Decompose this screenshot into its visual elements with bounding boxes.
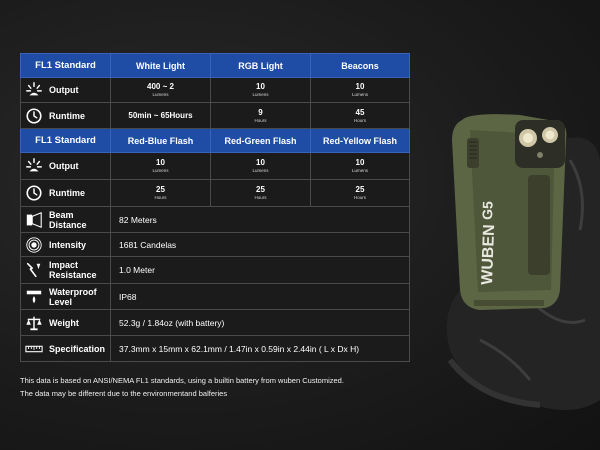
output-row-2: [21, 153, 410, 180]
header-fl1-standard-2: FL1 Standard: [21, 129, 111, 153]
output-red-blue-value: 10: [156, 158, 165, 167]
weight-label: Weight: [49, 317, 79, 328]
output-white-value: 400 ~ 2: [147, 82, 174, 91]
header-red-green-flash: Red-Green Flash: [211, 129, 311, 153]
runtime-rgb-unit: Hours: [254, 117, 267, 123]
headlamp-product-image: [410, 100, 600, 420]
beam-distance-label: Beam Distance: [49, 209, 87, 230]
output-red-yellow-value: 10: [355, 158, 365, 167]
clock-icon: [25, 107, 43, 125]
specification-label: Specification: [49, 343, 106, 354]
runtime-rgb-value: 9: [258, 107, 263, 117]
waterproof-icon: [25, 288, 43, 306]
header-row-1: [21, 54, 410, 78]
spec-table: [20, 53, 410, 362]
runtime-beacons-value: 45: [355, 107, 365, 117]
header-row-2: [21, 129, 410, 153]
header-red-yellow-flash: Red-Yellow Flash: [311, 129, 410, 153]
header-beacons: Beacons: [311, 54, 410, 78]
waterproof-value: IP68: [111, 284, 410, 310]
runtime-beacons-unit: Hours: [353, 117, 366, 123]
beam-distance-row: [21, 207, 410, 233]
runtime-red-green-unit: Hours: [254, 195, 267, 200]
output-red-green-unit: Lumens: [252, 168, 269, 173]
footnote-1: This data is based on ANSI/NEMA FL1 standards, using a builtin battery from wuben Customized.: [20, 376, 344, 385]
headlamp-body: [452, 114, 566, 310]
impact-resistance-row: [21, 257, 410, 284]
scale-icon: [25, 314, 43, 332]
runtime-row-1: [21, 103, 410, 129]
burst-icon: [25, 157, 43, 175]
runtime-label-1: Runtime: [49, 110, 85, 121]
weight-value: 52.3g / 1.84oz (with battery): [111, 310, 410, 336]
burst-icon: [25, 81, 43, 99]
clock-icon: [25, 184, 43, 202]
beam-distance-icon: [25, 211, 43, 229]
waterproof-label: Waterproof Level: [49, 286, 97, 307]
intensity-value: 1681 Candelas: [111, 233, 410, 257]
runtime-row-2: [21, 180, 410, 207]
specification-row: [21, 336, 410, 362]
runtime-label-2: Runtime: [49, 188, 85, 198]
output-red-blue-unit: Lumens: [152, 168, 169, 173]
intensity-icon: [25, 236, 43, 254]
output-label-2: Output: [49, 161, 79, 171]
runtime-red-blue-unit: Hours: [154, 195, 167, 200]
header-red-blue-flash: Red-Blue Flash: [111, 129, 211, 153]
header-white-light: White Light: [111, 54, 211, 78]
beam-distance-value: 82 Meters: [111, 207, 410, 233]
waterproof-row: [21, 284, 410, 310]
intensity-label: Intensity: [49, 239, 87, 250]
output-rgb-value: 10: [256, 82, 265, 91]
impact-resistance-label: Impact Resistance: [49, 260, 97, 280]
specification-value: 37.3mm x 15mm x 62.1mm / 1.47in x 0.59in x 2.44in ( L x Dx H): [111, 336, 410, 362]
intensity-row: [21, 233, 410, 257]
runtime-red-yellow-unit: Hours: [353, 195, 366, 200]
device-model-text: G5: [479, 200, 496, 221]
runtime-red-yellow-value: 25: [355, 185, 365, 194]
runtime-red-green-value: 25: [256, 185, 265, 194]
device-brand-text: WUBEN: [479, 224, 499, 286]
impact-icon: [25, 261, 43, 279]
output-red-green-value: 10: [256, 158, 265, 167]
weight-row: [21, 310, 410, 336]
header-rgb-light: RGB Light: [211, 54, 311, 78]
output-red-yellow-unit: Lumens: [351, 168, 368, 173]
runtime-white-value: 50min ~ 65Hours: [128, 110, 193, 120]
runtime-red-blue-value: 25: [156, 185, 165, 194]
footnote-2: The data may be different due to the environmentand balferies: [20, 389, 228, 398]
output-label-1: Output: [49, 85, 79, 95]
header-fl1-standard: FL1 Standard: [21, 54, 111, 78]
output-beacons-value: 10: [355, 82, 365, 91]
ruler-icon: [25, 340, 43, 358]
output-beacons-unit: Lumens: [351, 92, 368, 97]
impact-resistance-value: 1.0 Meter: [111, 257, 410, 284]
output-rgb-unit: Lumens: [252, 92, 269, 97]
output-white-unit: Lumens: [152, 92, 169, 97]
output-row-1: [21, 78, 410, 103]
